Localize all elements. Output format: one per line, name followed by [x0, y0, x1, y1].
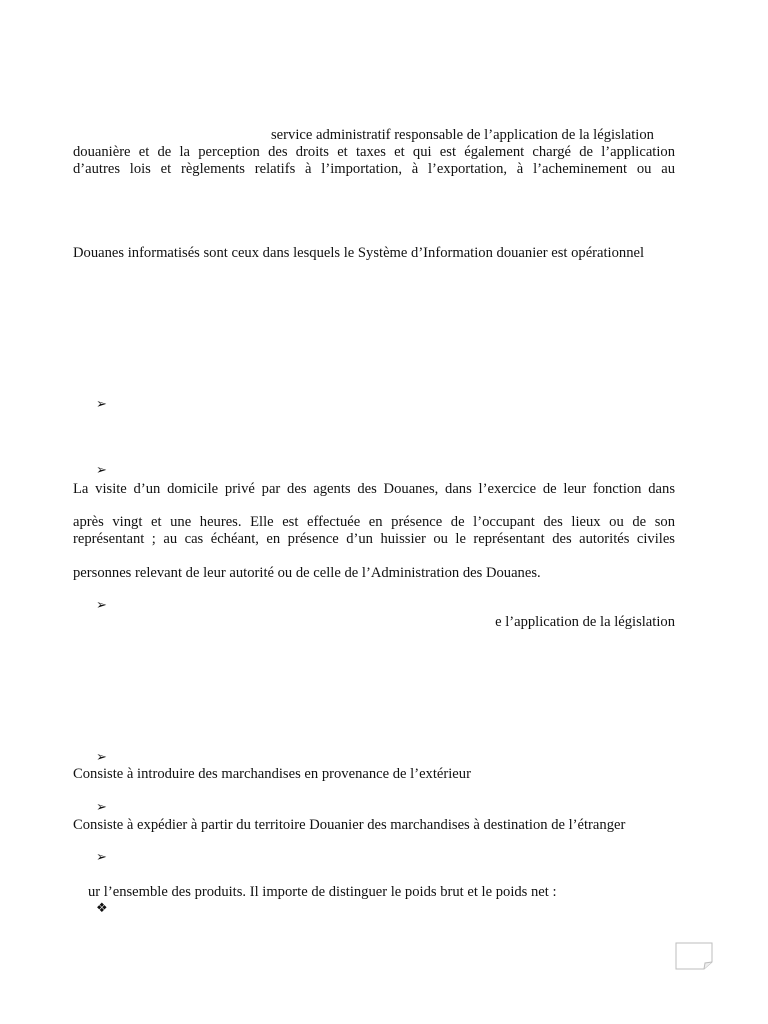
page-corner-icon — [675, 942, 713, 970]
paragraph-line: La visite d’un domicile privé par des agents des Douanes, dans l’exercice de leur fonction dans — [73, 481, 675, 497]
paragraph-line: après vingt et une heures. Elle est effectuée en présence de l’occupant des lieux ou de son — [73, 514, 675, 530]
arrow-bullet-icon: ➢ — [96, 750, 107, 765]
paragraph-line: d’autres lois et règlements relatifs à l’importation, à l’exportation, à l’acheminement ou au — [73, 161, 675, 177]
arrow-bullet-icon: ➢ — [96, 800, 107, 815]
paragraph-line: Consiste à expédier à partir du territoire Douanier des marchandises à destination de l’étranger — [73, 817, 626, 833]
paragraph-line: douanière et de la perception des droits et taxes et qui est également chargé de l’application — [73, 144, 675, 160]
paragraph-line: Consiste à introduire des marchandises en provenance de l’extérieur — [73, 766, 471, 782]
paragraph-line: Douanes informatisés sont ceux dans lesquels le Système d’Information douanier est opérationnel — [73, 245, 645, 261]
paragraph-line: service administratif responsable de l’application de la législation — [271, 127, 654, 143]
arrow-bullet-icon: ➢ — [96, 397, 107, 412]
paragraph-line: e l’application de la législation — [495, 614, 675, 630]
arrow-bullet-icon: ➢ — [96, 463, 107, 478]
paragraph-line: ur l’ensemble des produits. Il importe de distinguer le poids brut et le poids net : — [88, 884, 557, 900]
diamond-bullet-icon: ❖ — [96, 901, 108, 916]
paragraph-line: représentant ; au cas échéant, en présence d’un huissier ou le représentant des autorités civiles — [73, 531, 675, 547]
paragraph-line: personnes relevant de leur autorité ou de celle de l’Administration des Douanes. — [73, 565, 541, 581]
arrow-bullet-icon: ➢ — [96, 598, 107, 613]
arrow-bullet-icon: ➢ — [96, 850, 107, 865]
